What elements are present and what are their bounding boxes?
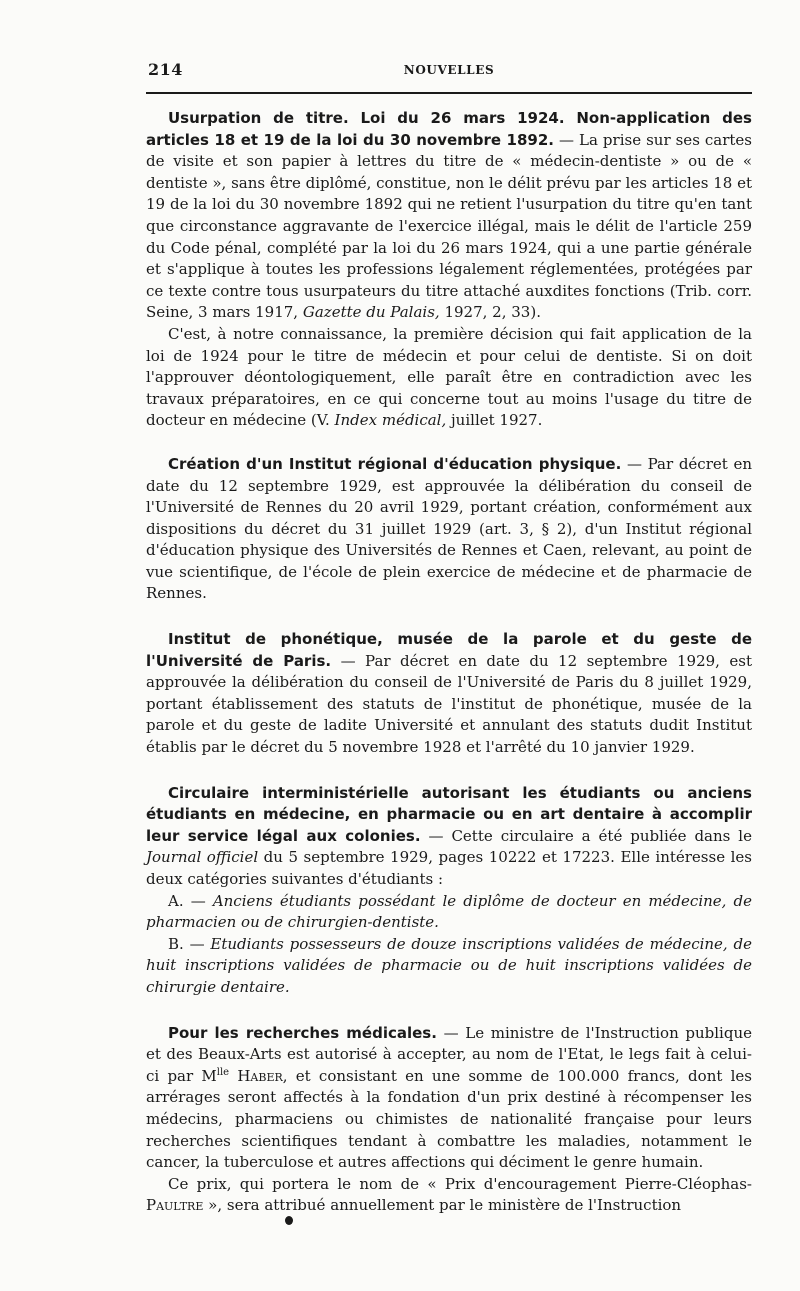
list-item (146, 934, 752, 999)
header-rule (146, 92, 752, 94)
article-paragraph (146, 324, 752, 432)
article-text: , et consistant en une somme de 100.000 francs, dont les arrérages seront affectés à la fondation d'un prix destiné à récompenser les médecins, pharmaciens ou chimistes de nationalité française pour leurs recherches scientifiques tendant à combattre les maladies, notamment le cancer, la tuberculose et autres affections qui déciment le genre humain. (146, 1066, 752, 1172)
article-title: Institut de phonétique, musée de la parole et du geste de l'Université de Paris. (146, 630, 752, 670)
reference-journal: Index médical, (334, 411, 447, 430)
article-text: Le ministre de l'Instruction publique et des Beaux-Arts est autorisé à accepter, au nom de l'Etat, le legs fait à celui-ci par M (146, 1023, 752, 1085)
dash-separator: — (559, 130, 575, 149)
article-title: Pour les recherches médicales. (168, 1023, 437, 1042)
article-paragraph (146, 783, 752, 891)
article-text: Par décret en date du 12 septembre 1929, est approuvée la délibération du conseil de l'Université de Rennes du 20 avril 1929, portant création, conformément aux dispositions du décret du 31 juillet 1929 (art. 3, § 2), d'un Institut régional d'éducation physique des Universités de Rennes et Caen, relevant, au point de vue scientifique, de l'école de plein exercice de médecine et de pharmacie de Rennes. (146, 454, 752, 603)
dash-separator: — (428, 826, 444, 845)
article-text: C'est, à notre connaissance, la première décision qui fait application de la loi de 1924 pour le titre de médecin et pour celui de dentiste. Si on doit l'approuver déontologiquement, elle paraît être en contradiction avec les travaux préparatoires, en ce qui concerne tout au moins l'usage du titre de docteur en médecine (V. (146, 324, 752, 430)
dash-separator: — (340, 651, 356, 670)
item-text: Anciens étudiants possédant le diplôme de docteur en médecine, de pharmacien ou de chirurgien-dentiste. (146, 891, 752, 932)
dash-separator: — (443, 1023, 459, 1042)
article-text: Cette circulaire a été publiée dans le (451, 826, 752, 845)
list-item (146, 891, 752, 934)
citation-ref: 1927, 2, 33). (444, 303, 541, 322)
mlle-superscript: lle (216, 1066, 230, 1078)
article-recherches-medicales (146, 1023, 752, 1217)
article-paragraph (146, 108, 752, 324)
document-page (146, 58, 752, 1217)
running-head (146, 58, 752, 82)
article-title: Circulaire interministérielle autorisant les étudiants ou anciens étudiants en médecine, en pharmacie ou en art dentaire à accomplir leur service légal aux colonies. (146, 783, 752, 845)
citation-journal: Gazette du Palais, (302, 303, 440, 322)
article-text: », sera attribué annuellement par le ministère de l'Instruction (208, 1196, 682, 1215)
reference-date: juillet 1927. (451, 411, 543, 430)
article-text: du 5 septembre 1929, pages 10222 et 17223. Elle intéresse les deux catégories suivantes d'étudiants : (146, 848, 752, 888)
item-text: Etudiants possesseurs de douze inscriptions validées de médecine, de huit inscriptions validées de pharmacie ou de huit inscriptions validées de chirurgie dentaire. (146, 934, 752, 996)
article-text: Ce prix, qui portera le nom de « Prix d'encouragement Pierre-Cléophas- (168, 1174, 752, 1193)
article-text: La prise sur ses cartes de visite et son papier à lettres du titre de « médecin-dentiste » ou de « dentiste », sans être diplômé, constitue, non le délit prévu par les articles 18 et 19 de la loi du 30 novembre 1892 qui ne retient l'usurpation du titre qu'en tant que circonstance aggravante de l'exercice illégal, mais le délit de l'article 259 du Code pénal, complété par la loi du 26 mars 1924, qui a une partie générale et s'applique à toutes les professions légalement réglementées, protégées par ce texte contre tous usurpateurs du titre attaché auxdites fonctions (Trib. corr. Seine, 3 mars 1917, (146, 130, 753, 322)
article-paragraph (146, 1174, 752, 1217)
person-name: Paultre (146, 1196, 204, 1215)
article-title: Création d'un Institut régional d'éducation physique. (168, 454, 622, 473)
journal-name: Journal officiel (146, 848, 259, 867)
article-usurpation (146, 108, 752, 432)
page-number: 214 (148, 60, 183, 79)
article-circulaire (146, 783, 752, 999)
article-institut-education-physique (146, 454, 752, 605)
item-mark: A. — (168, 891, 206, 910)
running-title: NOUVELLES (403, 63, 495, 77)
article-paragraph (146, 454, 752, 605)
article-text: Par décret en date du 12 septembre 1929, est approuvée la délibération du conseil de l'Université de Paris du 8 juillet 1929, portant établissement des statuts de l'institut de phonétique, musée de la parole et du geste de ladite Université et annulant des statuts dudit Institut établis par le décret du 5 novembre 1928 et l'arrêté du 10 janvier 1929. (146, 651, 753, 757)
item-mark: B. — (168, 934, 205, 953)
dash-separator: — (626, 454, 642, 473)
article-institut-phonetique (146, 629, 752, 759)
article-title: Usurpation de titre. Loi du 26 mars 1924. Non-application des articles 18 et 19 de la loi du 30 novembre 1892. (146, 109, 752, 149)
article-paragraph (146, 1023, 752, 1174)
ink-dot (285, 1216, 293, 1225)
article-paragraph (146, 629, 752, 759)
person-name: Haber (237, 1066, 283, 1085)
